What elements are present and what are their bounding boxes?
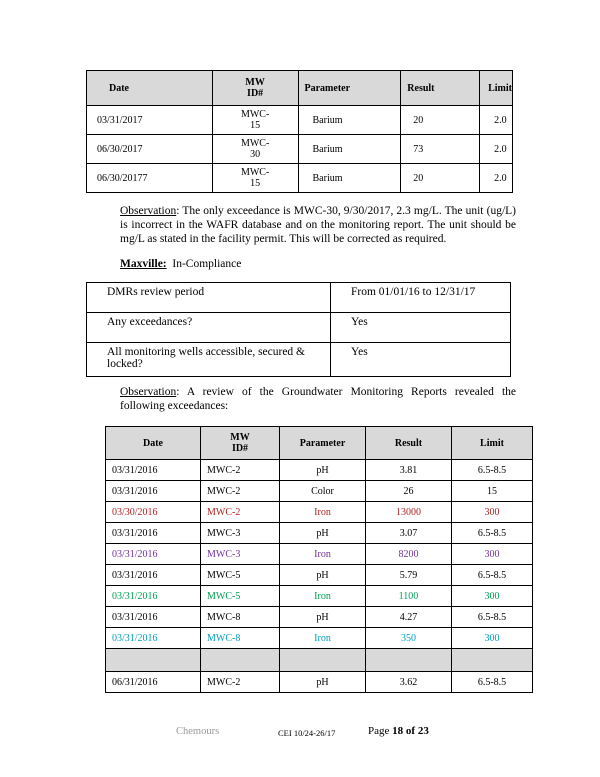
cell-result: 20 (401, 164, 480, 193)
table-row (106, 523, 533, 544)
col-date: Date (87, 71, 213, 106)
cell-limit: 6.5-8.5 (452, 565, 533, 586)
cell-date: 03/31/2016 (106, 544, 201, 565)
cell-limit: 2.0 (480, 106, 513, 135)
cell-mw-id: MWC-5 (201, 586, 280, 607)
cell-parameter: pH (280, 607, 366, 628)
cell-parameter: pH (280, 460, 366, 481)
cell-date: 06/31/2016 (106, 672, 201, 693)
cell-result: 350 (366, 628, 452, 649)
table-row (106, 649, 533, 672)
cell-parameter: pH (280, 672, 366, 693)
cell-mw-id: MWC-3 (201, 523, 280, 544)
cell-parameter (280, 649, 366, 672)
groundwater-exceedance-table (105, 426, 533, 693)
cell-date: 03/31/2016 (106, 586, 201, 607)
cell-date (106, 649, 201, 672)
cell-result: 8200 (366, 544, 452, 565)
cell-date: 03/31/2016 (106, 523, 201, 544)
cell-date: 03/31/2016 (106, 565, 201, 586)
observation-text: : A review of the Groundwater Monitoring Reports revealed the following exceedances: (120, 386, 516, 412)
cell-limit (452, 649, 533, 672)
cell-result: 13000 (366, 502, 452, 523)
cell-parameter: Iron (280, 628, 366, 649)
cell-result: 3.81 (366, 460, 452, 481)
col-parameter: Parameter (298, 71, 401, 106)
maxville-heading (120, 257, 241, 271)
table-row (87, 313, 511, 343)
cell-result: 4.27 (366, 607, 452, 628)
observation-paragraph-1 (120, 204, 516, 246)
cell-mw-id: MWC-2 (201, 502, 280, 523)
cell-date: 06/30/20177 (87, 164, 213, 193)
cell-mw-id: MWC-2 (201, 460, 280, 481)
cell-question: DMRs review period (87, 283, 331, 313)
cell-date: 03/30/2016 (106, 502, 201, 523)
cell-limit: 300 (452, 502, 533, 523)
table-row (87, 283, 511, 313)
table-row (106, 565, 533, 586)
cell-date: 03/31/2016 (106, 607, 201, 628)
col-mw-id: MW ID# (212, 71, 298, 106)
cell-result: 1100 (366, 586, 452, 607)
cell-mw-id: MWC-8 (201, 607, 280, 628)
cell-limit: 300 (452, 628, 533, 649)
cell-result (366, 649, 452, 672)
cell-date: 03/31/2016 (106, 481, 201, 502)
cell-result: 3.07 (366, 523, 452, 544)
cell-limit: 2.0 (480, 164, 513, 193)
cell-mw-id: MWC-8 (201, 628, 280, 649)
maxville-review-table (86, 282, 511, 377)
cell-question: All monitoring wells accessible, secured & locked? (87, 343, 331, 377)
cell-result: 3.62 (366, 672, 452, 693)
observation-text: : The only exceedance is MWC-30, 9/30/2017, 2.3 mg/L. The unit (ug/L) is incorrect in the WAFR database and on the monitoring report. The unit should be mg/L as stated in the facility permit. This will be corrected as required. (120, 205, 516, 245)
cell-parameter: Barium (298, 164, 401, 193)
cell-limit: 300 (452, 544, 533, 565)
cell-mw-id: MWC-3 (201, 544, 280, 565)
col-parameter: Parameter (280, 427, 366, 460)
col-date: Date (106, 427, 201, 460)
col-limit: Limit (480, 71, 513, 106)
table-row (87, 135, 513, 164)
footer-company: Chemours (176, 726, 220, 737)
cell-result: 5.79 (366, 565, 452, 586)
col-result: Result (401, 71, 480, 106)
cell-mw-id: MWC-5 (201, 565, 280, 586)
cell-mw-id (201, 649, 280, 672)
cell-mw-id: MWC- 15 (212, 106, 298, 135)
cell-answer: From 01/01/16 to 12/31/17 (331, 283, 511, 313)
col-mw-id: MW ID# (201, 427, 280, 460)
col-limit: Limit (452, 427, 533, 460)
cell-mw-id: MWC-2 (201, 481, 280, 502)
table-row (87, 164, 513, 193)
footer-code: CEI 10/24-26/17 (278, 728, 336, 738)
cell-parameter: Barium (298, 106, 401, 135)
cell-answer: Yes (331, 343, 511, 377)
cell-limit: 300 (452, 586, 533, 607)
cell-limit: 6.5-8.5 (452, 523, 533, 544)
barium-exceedance-table (86, 70, 513, 193)
table-row (87, 106, 513, 135)
cell-question: Any exceedances? (87, 313, 331, 343)
table-row (106, 481, 533, 502)
cell-limit: 15 (452, 481, 533, 502)
cell-limit: 6.5-8.5 (452, 672, 533, 693)
cell-mw-id: MWC- 15 (212, 164, 298, 193)
cell-limit: 2.0 (480, 135, 513, 164)
observation-paragraph-2 (120, 385, 516, 413)
cell-result: 26 (366, 481, 452, 502)
table-row (106, 460, 533, 481)
cell-limit: 6.5-8.5 (452, 607, 533, 628)
cell-parameter: pH (280, 565, 366, 586)
cell-answer: Yes (331, 313, 511, 343)
cell-parameter: Iron (280, 586, 366, 607)
table-row (106, 502, 533, 523)
table-row (106, 672, 533, 693)
table-row (106, 586, 533, 607)
cell-date: 06/30/2017 (87, 135, 213, 164)
cell-parameter: pH (280, 523, 366, 544)
observation-label: Observation (120, 205, 177, 217)
cell-result: 20 (401, 106, 480, 135)
cell-parameter: Barium (298, 135, 401, 164)
cell-parameter: Color (280, 481, 366, 502)
cell-date: 03/31/2017 (87, 106, 213, 135)
footer-page: Page 18 of 23 (368, 725, 429, 737)
cell-parameter: Iron (280, 544, 366, 565)
cell-parameter: Iron (280, 502, 366, 523)
cell-mw-id: MWC- 30 (212, 135, 298, 164)
maxville-status: In-Compliance (172, 258, 242, 270)
cell-date: 03/31/2016 (106, 460, 201, 481)
cell-date: 03/31/2016 (106, 628, 201, 649)
observation-label: Observation (120, 386, 177, 398)
table-row (106, 607, 533, 628)
table-row (106, 628, 533, 649)
table-row (106, 544, 533, 565)
cell-limit: 6.5-8.5 (452, 460, 533, 481)
maxville-label: Maxville: (120, 258, 167, 270)
cell-result: 73 (401, 135, 480, 164)
table-row (87, 343, 511, 377)
cell-mw-id: MWC-2 (201, 672, 280, 693)
col-result: Result (366, 427, 452, 460)
